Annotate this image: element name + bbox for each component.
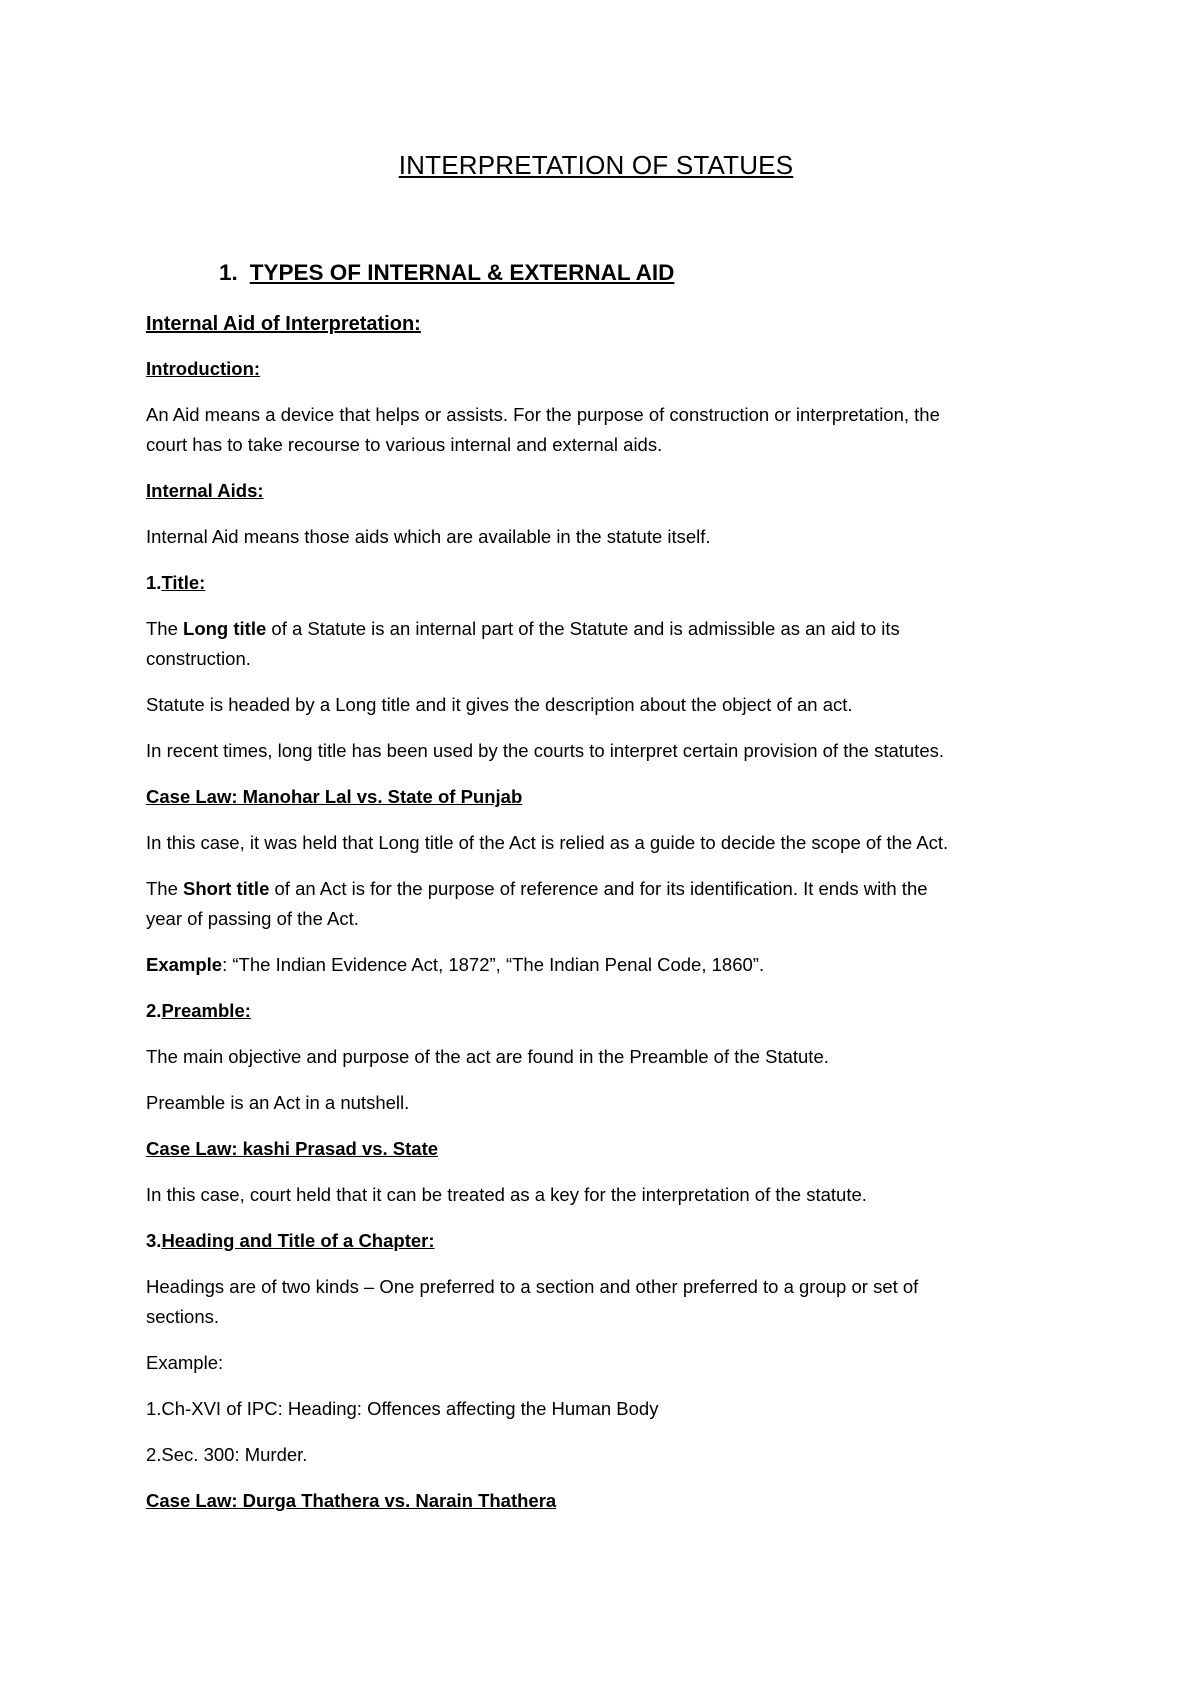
text-run: of an Act is for the purpose of reference and for its identification. It ends with the bbox=[269, 878, 928, 899]
intro-text-line-1: An Aid means a device that helps or assists. For the purpose of construction or interpretation, the bbox=[146, 404, 940, 425]
short-title-paragraph bbox=[146, 874, 928, 904]
text-run: The bbox=[146, 618, 184, 639]
internal-aid-heading: Internal Aid of Interpretation: bbox=[146, 313, 421, 335]
text-run: of a Statute is an internal part of the Statute and is admissible as an aid to its bbox=[266, 618, 900, 639]
long-title-paragraph-cont: construction. bbox=[146, 648, 251, 669]
headings-paragraph-cont: sections. bbox=[146, 1306, 220, 1327]
preamble-paragraph-2: Preamble is an Act in a nutshell. bbox=[146, 1092, 410, 1113]
headings-paragraph: Headings are of two kinds – One preferred to a section and other preferred to a group or set of bbox=[146, 1276, 919, 1297]
heading-example-1: 1.Ch-XVI of IPC: Heading: Offences affecting the Human Body bbox=[146, 1398, 659, 1419]
case-text-manohar-lal: In this case, it was held that Long title of the Act is relied as a guide to decide the scope of the Act. bbox=[146, 832, 949, 853]
internal-aids-label: Internal Aids: bbox=[146, 480, 264, 501]
subheading-number: 2. bbox=[146, 1000, 162, 1021]
document-title: INTERPRETATION OF STATUES bbox=[398, 150, 794, 180]
example-label: Example bbox=[146, 954, 223, 975]
title-subheading bbox=[146, 568, 205, 598]
preamble-subheading bbox=[146, 996, 251, 1026]
case-law-kashi-prasad: Case Law: kashi Prasad vs. State bbox=[146, 1138, 439, 1159]
case-text-kashi-prasad: In this case, court held that it can be treated as a key for the interpretation of the statute. bbox=[146, 1184, 867, 1205]
case-law-manohar-lal: Case Law: Manohar Lal vs. State of Punjab bbox=[146, 786, 523, 807]
internal-aids-text: Internal Aid means those aids which are available in the statute itself. bbox=[146, 526, 711, 547]
heading-chapter-subheading bbox=[146, 1226, 435, 1256]
section-heading-1 bbox=[219, 258, 674, 288]
subheading-label: Preamble: bbox=[161, 1000, 251, 1021]
subheading-label: Heading and Title of a Chapter: bbox=[161, 1230, 435, 1251]
subheading-label: Title: bbox=[161, 572, 206, 593]
heading-example-2: 2.Sec. 300: Murder. bbox=[146, 1444, 308, 1465]
section-heading-text: TYPES OF INTERNAL & EXTERNAL AID bbox=[249, 260, 675, 285]
example-text: : “The Indian Evidence Act, 1872”, “The Indian Penal Code, 1860”. bbox=[222, 954, 765, 975]
title-example bbox=[146, 950, 764, 980]
case-law-durga-thathera: Case Law: Durga Thathera vs. Narain Thathera bbox=[146, 1490, 557, 1511]
recent-times-paragraph: In recent times, long title has been used by the courts to interpret certain provision of the statutes. bbox=[146, 740, 944, 761]
heading-example-label: Example: bbox=[146, 1352, 224, 1373]
short-title-paragraph-cont: year of passing of the Act. bbox=[146, 908, 359, 929]
bold-term: Long title bbox=[183, 618, 267, 639]
preamble-paragraph-1: The main objective and purpose of the act are found in the Preamble of the Statute. bbox=[146, 1046, 829, 1067]
section-number: 1. bbox=[219, 260, 238, 285]
introduction-label: Introduction: bbox=[146, 358, 261, 379]
statute-heading-paragraph: Statute is headed by a Long title and it gives the description about the object of an act. bbox=[146, 694, 853, 715]
bold-term: Short title bbox=[183, 878, 270, 899]
subheading-number: 3. bbox=[146, 1230, 162, 1251]
text-run: The bbox=[146, 878, 184, 899]
intro-text-line-2: court has to take recourse to various internal and external aids. bbox=[146, 434, 663, 455]
long-title-paragraph bbox=[146, 614, 900, 644]
subheading-number: 1. bbox=[146, 572, 162, 593]
